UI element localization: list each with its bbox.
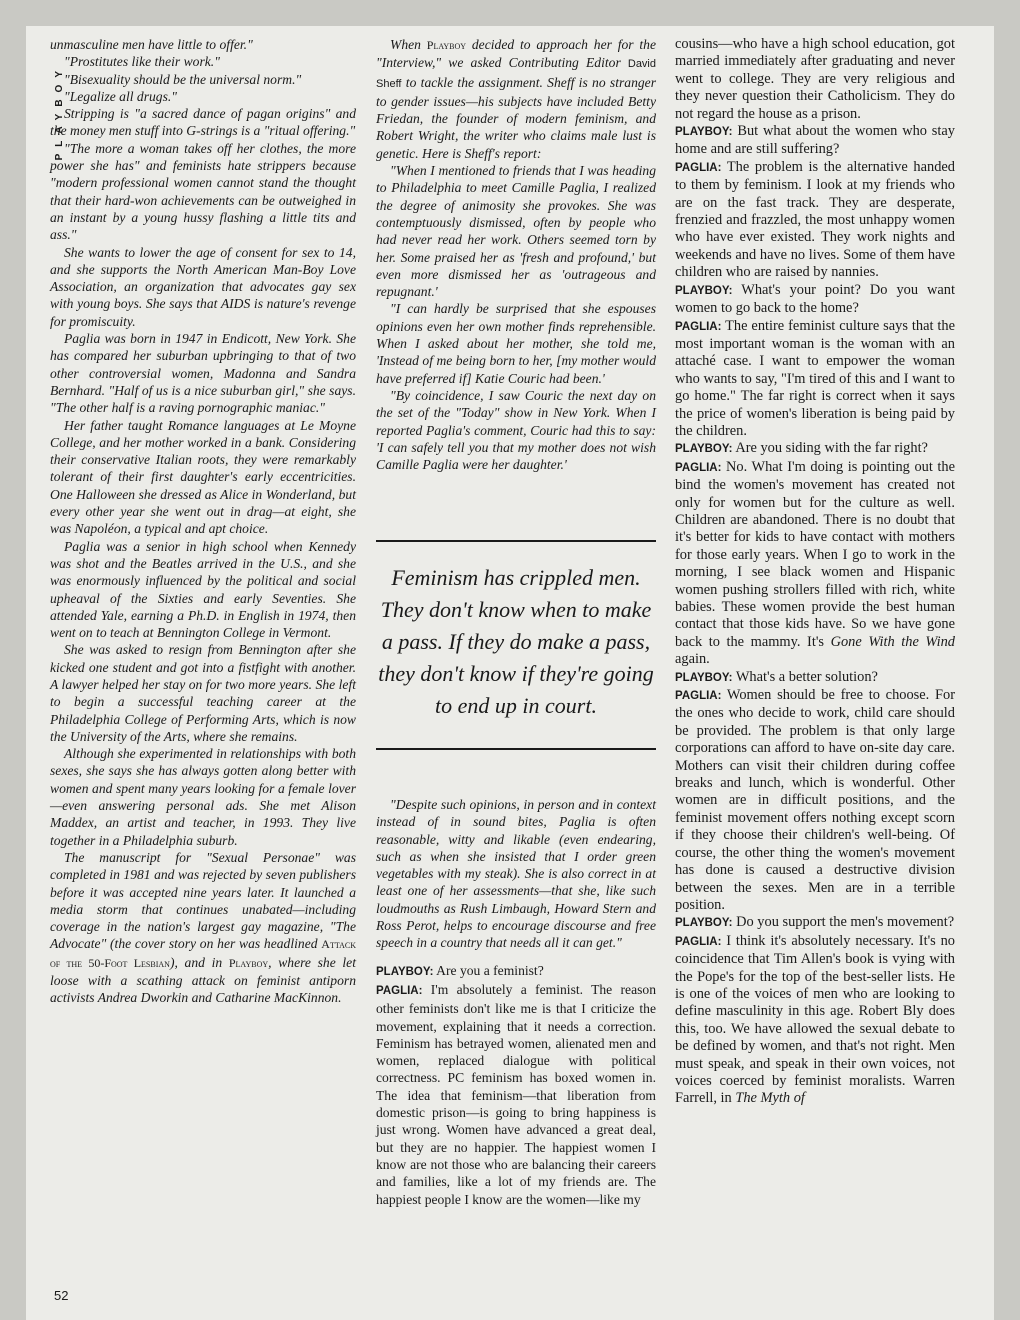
interview-text: No. What I'm doing is pointing out the bind the women's movement has created not only for women but for the culture as well. Children are abandoned. There is no doubt that it's better for kids to have contact with mothers for those early years. When I go to work in the morning, I see black women and Hispanic women pushing strollers filled with rich, white babies. These women provide the best human contact that those kids have. So we have gone back to the mammy. It's [675, 458, 955, 650]
text-run: to tackle the assignment. Sheff is no stranger to gender issues—his subjects have included Betty Friedan, the founder of modern feminism, and Robert Wright, the writer who claims male lust is genetic. Here is Sheff's report: [376, 74, 656, 161]
paragraph-last [50, 849, 356, 1007]
interview-text: Do you support the men's movement? [732, 914, 955, 931]
interview-text: The entire feminist culture says that the most important woman is the woman with an attaché case. I want to empower the woman who wants to say, "I'm tired of this and I want to go home." The far right is correct when it says the price of women's liberation is being paid by the children. [675, 317, 955, 439]
paragraph: "I can hardly be surprised that she espouses opinions even her own mother finds reprehensible. When I asked about her mother, she told me, 'Instead of me being born to her, [my mother would have preferred if] Katie Couric had been.' [376, 301, 656, 386]
paragraph: "By coincidence, I saw Couric the next day on the set of the "Today" show in New York. When I reported Paglia's comment, Couric had this to say: 'I can safely tell you that my mother does not wish Camille Paglia were her daughter.' [376, 387, 656, 473]
speaker-label: PAGLIA: [675, 161, 722, 174]
speaker-label: PAGLIA: [675, 690, 722, 703]
paragraph: Her father taught Romance languages at Le Moyne College, and her mother worked in a bank. Considering their conservative Italian roots, they were remarkably tolerant of their first daughter's early eccentricities. One Halloween she dressed as Alice in Wonderland, but every other year she went out in drag—at eight, she was Napoléon, a typical and apt choice. [50, 417, 356, 537]
interview-exchange [675, 318, 955, 441]
column-3 [675, 36, 955, 1108]
paragraph: cousins—who have a high school education, got married immediately after graduating and never went to college. They are very religious and they never question their Catholicism. They do not regard the house as a prison. [675, 36, 955, 122]
paragraph: Stripping is "a sacred dance of pagan origins" and the money men stuff into G-strings is a "ritual offering." [50, 106, 356, 139]
interview-exchange [675, 282, 955, 318]
interview-exchange [675, 914, 955, 932]
headline-caps: Attack of the 50-Foot Lesbian [50, 937, 356, 970]
speaker-label: PAGLIA: [675, 320, 722, 333]
interview-exchange [675, 159, 955, 282]
interview-text: But what about the women who stay home and are still suffering? [675, 123, 955, 158]
interview-exchange [675, 687, 955, 914]
speaker-label: PLAYBOY: [675, 126, 733, 139]
speaker-label: PLAYBOY: [675, 284, 733, 297]
interview-text: What's a better solution? [732, 668, 878, 685]
paragraph: Although she experimented in relationships with both sexes, she says she has always gotten along better with women and spent many years looking for a female lover—even answering personal ads. She met Alison Maddex, an artist and teacher, in 1993. They live together in a Philadelphia suburb. [50, 746, 356, 848]
interview-text: again. [675, 651, 710, 668]
pull-quote-text: Feminism has crippled men. They don't know when to make a pass. If they do make a pass, they don't know if they're going to end up in court. [378, 565, 654, 718]
interview-exchange [675, 459, 955, 669]
paragraph: "When I mentioned to friends that I was heading to Philadelphia to meet Camille Paglia, I realized the degree of animosity she provokes. She was contemptuously dismissed, often by people who had never read her work. Others seemed torn by her. Some praised her as 'fresh and profound,' but even more dismissed her as 'outrageous and repugnant.' [376, 163, 656, 300]
interview-text: Are you siding with the far right? [732, 440, 928, 457]
paragraph-text: The manuscript for "Sexual Personae" was completed in 1981 and was rejected by seven publishers before it was accepted nine years later. It launched a media storm that continues unabated—including coverage in the nation's largest gay magazine, "The Advocate" (the cover story on her was headlined [50, 849, 356, 952]
paragraph: "Bisexuality should be the universal norm." [64, 71, 302, 87]
film-title: Gone With the Wind [830, 633, 955, 650]
pull-quote [376, 540, 656, 750]
speaker-label: PLAYBOY: [675, 917, 733, 930]
column-2-top [376, 36, 656, 473]
interview-exchange [376, 962, 656, 981]
interview-text: I'm absolutely a feminist. The reason other feminists don't like me is that I criticize the movement, explaining that it needs a correction. Feminism has betrayed women, alienated men and women, replaced dialogue with political correctness. PC feminism has boxed women in. The idea that feminism—that liberation from domestic prison—is going to bring happiness is just wrong. Women have advanced a great deal, but they are no happier. The happiest women I know are not those who are balancing their careers and families, like a lot of my friends are. The happiest people I know are the women—like my [376, 981, 656, 1207]
magazine-name-caps: Playboy [228, 955, 269, 970]
paragraph: Paglia was a senior in high school when Kennedy was shot and the Beatles arrived in the U.S., and she was enormously influenced by the political and social upheaval of the Sixties and early Seventies. She attended Yale, earning a Ph.D. in English in 1974, then went on to teach at Bennington College in Vermont. [50, 538, 356, 641]
interview-text: Women should be free to choose. For the ones who decide to work, child care should be provided. The problem is that only large corporations can afford to have on-site day care. Mothers can visit their children during coffee breaks and lunch, which is wonderful. Other women are in difficult positions, and the feminist movement offers nothing except scorn if they choose their children's well-being. Of course, the other thing the women's movement has done is caused a destructive division between the sexes. Men are in a terrible position. [675, 687, 955, 913]
column-1 [50, 36, 356, 1007]
interview-exchange [675, 123, 955, 159]
paragraph: "The more a woman takes off her clothes, the more power she has" and feminists hate strippers because "modern professional women cannot stand the thought that their hard-won achievements can be outweighed in an instant by a young hussy flashing a little tits and ass." [50, 140, 356, 243]
paragraph: "Legalize all drugs." [64, 88, 177, 104]
interview-exchange [376, 981, 656, 1208]
interview-text: What's your point? Do you want women to go back to the home? [675, 281, 955, 317]
speaker-label: PLAYBOY: [376, 965, 434, 978]
intro-paragraph [376, 36, 656, 162]
page-number: 52 [54, 1288, 69, 1303]
speaker-label: PAGLIA: [675, 461, 722, 474]
text-run: , where she let loose with a scathing attack on feminist antiporn activists Andrea Dworkin and Catharine MacKinnon. [50, 954, 356, 1006]
interview-exchange [675, 440, 955, 458]
speaker-label: PAGLIA: [675, 935, 722, 948]
interview-text: The problem is the alternative handed to them by feminism. I look at my friends who are on the fast track. They are desperate, frenzied and frazzled, the most unhappy women who have ever existed. They work nights and weekends and have no lives. Some of them have children who are raised by nannies. [675, 158, 955, 281]
interview-text: I think it's absolutely necessary. It's no coincidence that Tim Allen's book is vying with the Pope's for the top of the best-seller lists. He is one of the voices of men who are looking to define masculinity in this age. Robert Bly does this, too. We have allowed the sexual debate to be defined by women, and that's not right. Men must speak, and speak in their own voices, not voices coerced by feminist moralists. Warren Farrell, in [675, 932, 955, 1107]
magazine-name-caps: Playboy [426, 38, 467, 52]
editor-name: David Sheff [376, 58, 656, 90]
paragraph: "Prostitutes like their work." [64, 54, 220, 70]
text-run: ), and in [169, 954, 229, 970]
column-2-bottom [376, 796, 656, 1208]
text-run: decided to approach her for the "Interview," we asked Contributing Editor [376, 37, 656, 71]
paragraph: She wants to lower the age of consent for sex to 14, and she supports the North American Man-Boy Love Association, an organization that advocates gay sex with young boys. She says that AIDS is nature's revenge for promiscuity. [50, 244, 356, 329]
interview-text: Are you a feminist? [433, 962, 544, 978]
paragraph: unmasculine men have little to offer." [50, 37, 253, 52]
speaker-label: PLAYBOY: [675, 443, 733, 456]
interview-exchange [675, 933, 955, 1108]
paragraph: Paglia was born in 1947 in Endicott, New York. She has compared her suburban upbringing to that of two other controversial women, Madonna and Sandra Bernhard. "Half of us is a nice suburban girl," she says. "The other half is a raving pornographic maniac." [50, 331, 356, 416]
speaker-label: PAGLIA: [376, 984, 423, 997]
speaker-label: PLAYBOY: [675, 671, 733, 684]
book-title: The Myth of [735, 1090, 805, 1107]
magazine-side-title: PLAYBOY [54, 64, 65, 161]
paragraph: "Despite such opinions, in person and in context instead of in sound bites, Paglia is often reasonable, witty and likable (even endearing, such as when she insisted that I order green vegetables with my steak). She is also correct in at least one of her assessments—that she, like such loudmouths as Rush Limbaugh, Howard Stern and Ross Perot, helps to encourage discourse and free speech in a country that needs all it can get." [376, 797, 656, 951]
interview-exchange [675, 669, 955, 687]
text-run: When [390, 37, 427, 52]
paragraph: She was asked to resign from Bennington after she kicked one student and got into a fistfight with another. A lawyer helped her stay on for two more years. She left to begin a successful teaching career at the Philadelphia College of Performing Arts, which is now the University of the Arts, where she remains. [50, 642, 356, 744]
